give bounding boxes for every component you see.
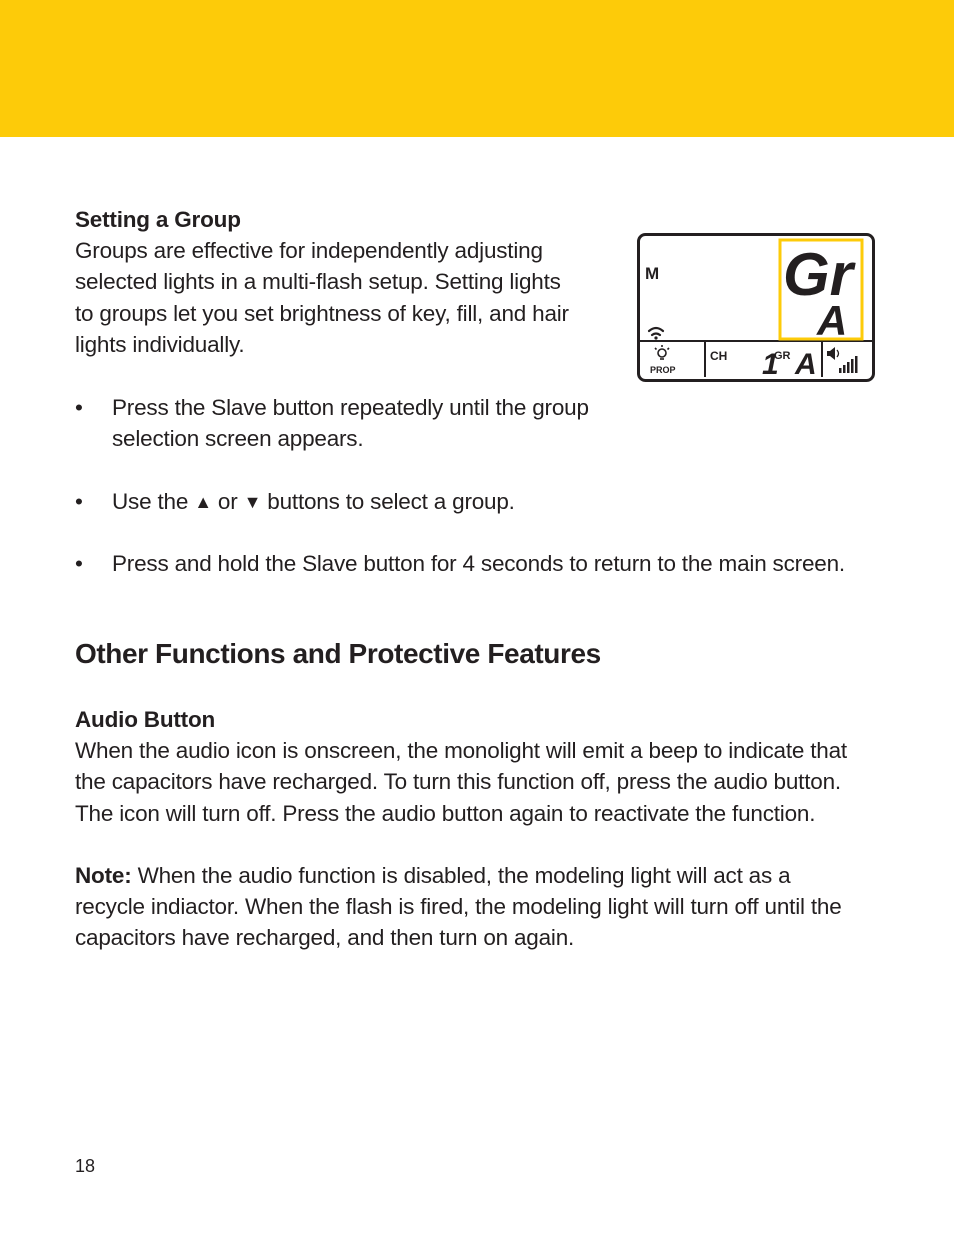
audio-line: When the audio icon is onscreen, the monolight will emit a beep to indicate that [75,738,847,764]
bullet-line: Press the Slave button repeatedly until the group [112,395,589,420]
para-line: selected lights in a multi-flash setup. Setting lights [75,269,561,295]
lcd-display-line1: Gr [783,241,854,308]
page-number: 18 [75,1156,96,1176]
para-line: lights individually. [75,331,245,357]
lcd-ch-label: CH [710,349,728,363]
bullet-text: Use the [112,489,189,514]
note-section [75,860,842,954]
audio-line: the capacitors have recharged. To turn this function off, press the audio button. [75,769,841,795]
setting-group-heading: Setting a Group [75,207,241,232]
up-arrow-icon: ▲ [194,492,212,512]
para-line: to groups let you set brightness of key, fill, and hair [75,300,569,326]
note-line: capacitors have recharged, and then turn on again. [75,925,575,951]
bullet-dot: • [75,551,83,576]
setting-group-section [75,204,569,360]
note-line: When the audio function is disabled, the modeling light will act as a [137,863,791,888]
audio-section [75,704,847,829]
bullet-line: selection screen appears. [112,426,364,452]
bullet-text: buttons to select a group. [267,489,515,514]
lcd-display-illustration [637,233,875,382]
down-arrow-icon: ▼ [243,492,262,512]
other-functions-heading: Other Functions and Protective Features [75,638,601,669]
note-line: recycle indiactor. When the flash is fired, the modeling light will turn off until the [75,894,842,920]
bullet-text: or [217,489,238,514]
lcd-gr-label: GR [774,350,791,362]
para-line: Groups are effective for independently adjusting [75,238,543,264]
lcd-channel-digit: 1 [762,348,779,381]
lcd-group-letter: A [795,348,817,381]
note-label: Note: [75,863,132,888]
bullet-dot: • [75,395,83,420]
audio-line: The icon will turn off. Press the audio button again to reactivate the function. [75,800,816,826]
lcd-mode-label: M [645,264,660,283]
header-banner [0,0,954,137]
audio-heading: Audio Button [75,707,216,732]
lcd-display-line2: A [817,297,848,344]
bullet-line: Press and hold the Slave button for 4 seconds to return to the main screen. [112,551,845,576]
bullet-dot: • [75,489,83,514]
lcd-prop-label: PROP [650,365,676,375]
